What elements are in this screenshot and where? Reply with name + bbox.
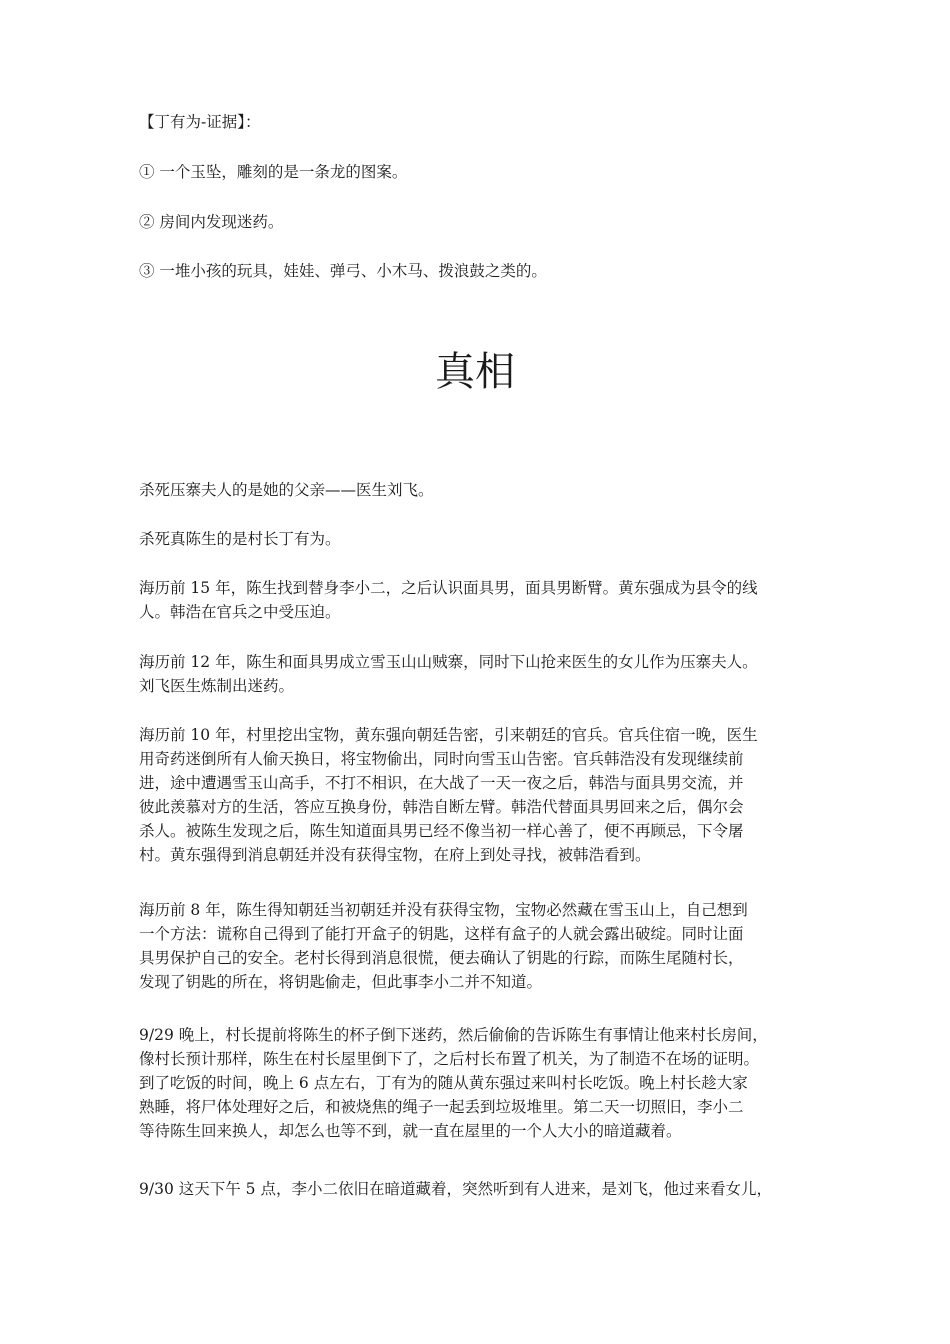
evidence-item-2: ② 房间内发现迷药。 — [139, 213, 284, 231]
paragraph-line: 海历前 15 年，陈生找到替身李小二，之后认识面具男，面具男断臂。黄东强成为县令的线 — [139, 579, 758, 597]
paragraph-line: 熟睡，将尸体处理好之后，和被烧焦的绳子一起丢到垃圾堆里。第二天一切照旧，李小二 — [139, 1098, 744, 1116]
paragraph-line: 用奇药迷倒所有人偷天换日，将宝物偷出，同时向雪玉山告密。官兵韩浩没有发现继续前 — [139, 750, 744, 768]
evidence-heading: 【丁有为-证据】： — [139, 113, 261, 131]
paragraph-line: 等待陈生回来换人，却怎么也等不到，就一直在屋里的一个人大小的暗道藏着。 — [139, 1122, 682, 1140]
paragraph-line: 一个方法：谎称自己得到了能打开盒子的钥匙，这样有盒子的人就会露出破绽。同时让面 — [139, 925, 744, 943]
paragraph-line: 杀人。被陈生发现之后，陈生知道面具男已经不像当初一样心善了，便不再顾忌，下令屠 — [139, 822, 744, 840]
paragraph-line: 彼此羡慕对方的生活，答应互换身份，韩浩自断左臂。韩浩代替面具男回来之后，偶尔会 — [139, 798, 744, 816]
paragraph-line: 海历前 12 年，陈生和面具男成立雪玉山山贼寨，同时下山抢来医生的女儿作为压寨夫人。 — [139, 653, 758, 671]
paragraph-line: 人。韩浩在官兵之中受压迫。 — [139, 603, 341, 621]
evidence-item-1: ① 一个玉坠，雕刻的是一条龙的图案。 — [139, 163, 408, 181]
paragraph-line: 海历前 10 年，村里挖出宝物，黄东强向朝廷告密，引来朝廷的官兵。官兵住宿一晚，医生 — [139, 726, 758, 744]
paragraph-line: 刘飞医生炼制出迷药。 — [139, 677, 295, 695]
paragraph-6 — [139, 898, 829, 994]
paragraph-3 — [139, 576, 829, 624]
paragraph-line: 像村长预计那样，陈生在村长屋里倒下了，之后村长布置了机关，为了制造不在场的证明。 — [139, 1050, 760, 1068]
paragraph-5 — [139, 723, 829, 867]
evidence-item-3: ③ 一堆小孩的玩具，娃娃、弹弓、小木马、拨浪鼓之类的。 — [139, 262, 547, 280]
section-title: 真相 — [435, 349, 515, 395]
paragraph-line: 村。黄东强得到消息朝廷并没有获得宝物，在府上到处寻找，被韩浩看到。 — [139, 846, 651, 864]
paragraph-8 — [139, 1177, 829, 1201]
paragraph-line: 海历前 8 年，陈生得知朝廷当初朝廷并没有获得宝物，宝物必然藏在雪玉山上，自己想到 — [139, 901, 748, 919]
paragraph-line: 进，途中遭遇雪玉山高手，不打不相识，在大战了一天一夜之后，韩浩与面具男交流，并 — [139, 774, 744, 792]
paragraph-4 — [139, 650, 829, 698]
paragraph-1 — [139, 478, 829, 502]
paragraph-line: 发现了钥匙的所在，将钥匙偷走，但此事李小二并不知道。 — [139, 973, 543, 991]
paragraph-7 — [139, 1023, 829, 1143]
paragraph-line: 9/30 这天下午 5 点，李小二依旧在暗道藏着，突然听到有人进来，是刘飞，他过来看女儿， — [139, 1180, 772, 1198]
paragraph-line: 具男保护自己的安全。老村长得到消息很慌，便去确认了钥匙的行踪，而陈生尾随村长， — [139, 949, 744, 967]
paragraph-line: 杀死压寨夫人的是她的父亲——医生刘飞。 — [139, 481, 434, 499]
paragraph-2 — [139, 527, 829, 551]
paragraph-line: 到了吃饭的时间，晚上 6 点左右，丁有为的随从黄东强过来叫村长吃饭。晚上村长趁大家 — [139, 1074, 748, 1092]
paragraph-line: 9/29 晚上，村长提前将陈生的杯子倒下迷药，然后偷偷的告诉陈生有事情让他来村长房间， — [139, 1026, 768, 1044]
paragraph-line: 杀死真陈生的是村长丁有为。 — [139, 530, 341, 548]
